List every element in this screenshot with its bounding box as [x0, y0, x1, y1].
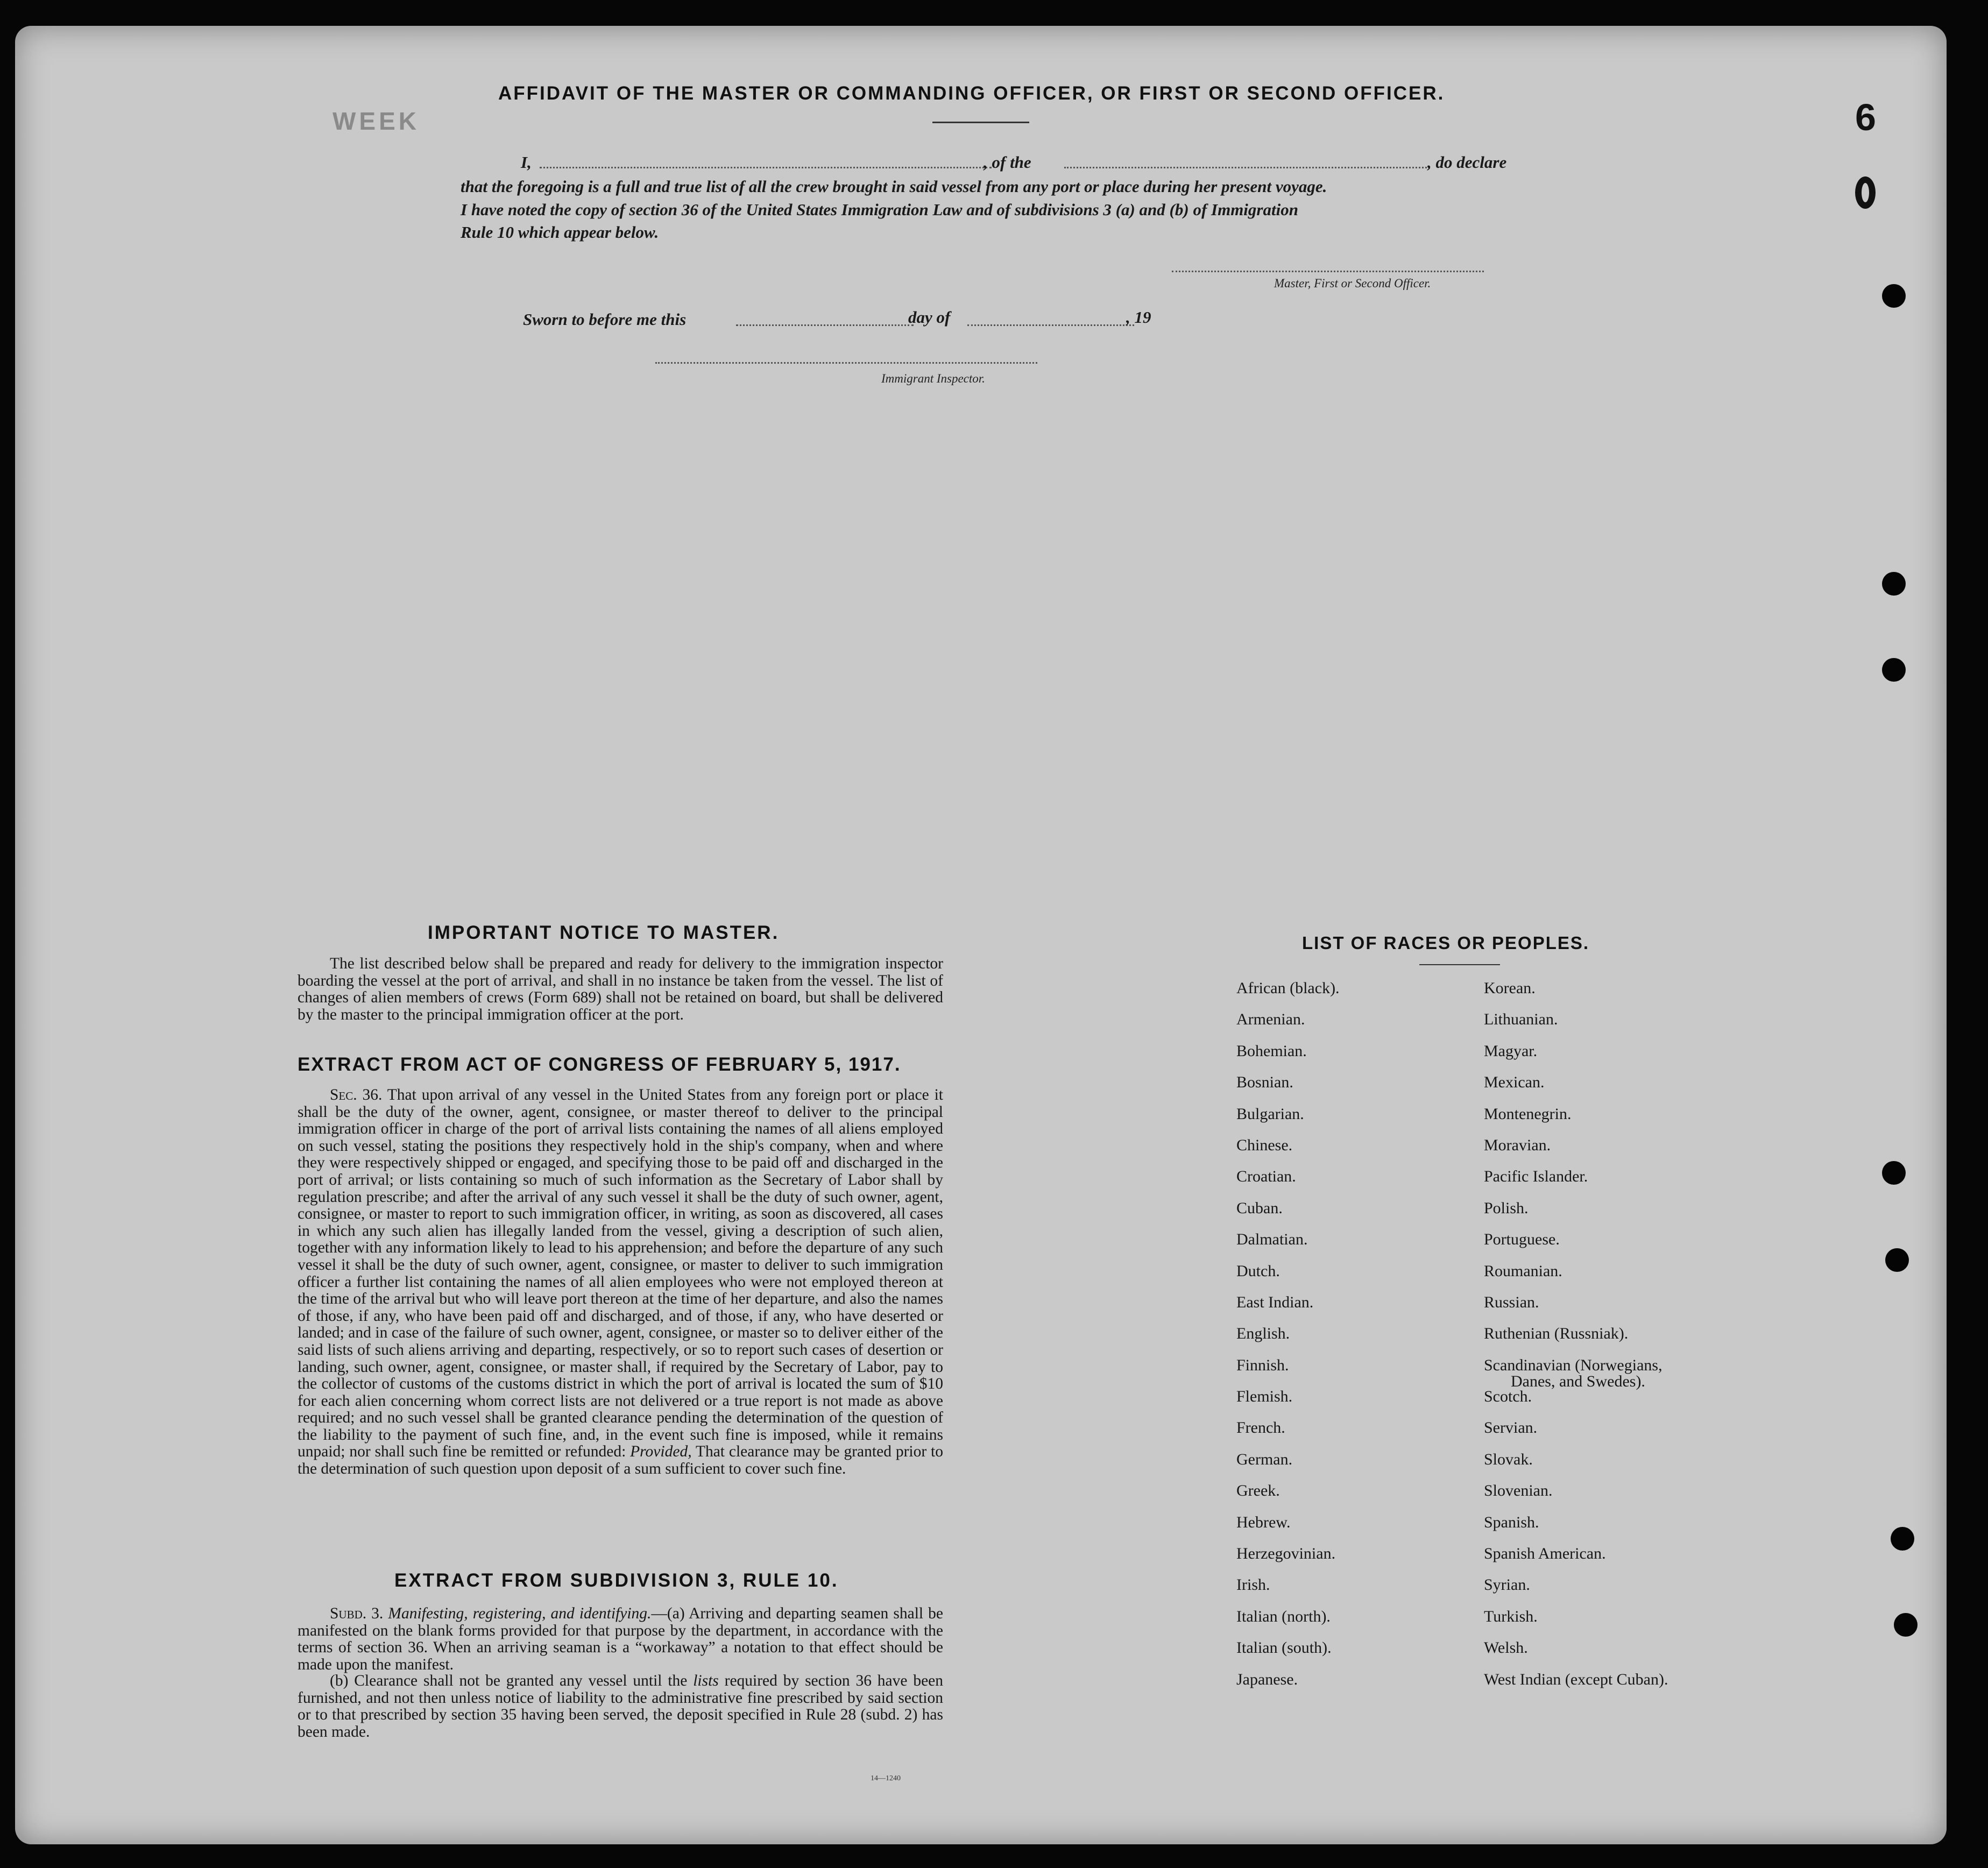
affidavit-line2: that the foregoing is a full and true list of all the crew brought in said vessel from any port or place during her present voyage. [461, 177, 1327, 196]
sworn-text: Sworn to before me this [523, 310, 687, 329]
affidavit-line1-start: I, [521, 153, 532, 172]
race-item: Spanish American. [1484, 1545, 1606, 1563]
race-item-line: Danes, and Swedes). [1511, 1372, 1645, 1390]
affidavit-line3: I have noted the copy of section 36 of the United States Immigration Law and of subdivisions 3 (a) and (b) of Immigration [461, 200, 1298, 219]
rule-text-a [298, 1605, 943, 1673]
race-item: Portuguese. [1484, 1230, 1560, 1249]
race-item: Chinese. [1236, 1136, 1293, 1154]
month-blank [967, 324, 1134, 326]
race-item: English. [1236, 1325, 1290, 1343]
race-item: Armenian. [1236, 1010, 1305, 1029]
affidavit-title: AFFIDAVIT OF THE MASTER OR COMMANDING OFFICER, OR FIRST OR SECOND OFFICER. [498, 83, 1445, 104]
races-title: LIST OF RACES OR PEOPLES. [1302, 933, 1590, 953]
sworn-day-of: day of [908, 308, 951, 327]
act-title: EXTRACT FROM ACT OF CONGRESS OF FEBRUARY 5, 1917. [298, 1054, 901, 1075]
rule-b-lists: lists [693, 1672, 719, 1689]
race-item: Pacific Islander. [1484, 1168, 1588, 1186]
affidavit-line4: Rule 10 which appear below. [461, 223, 659, 242]
races-left-column [1236, 980, 1340, 1703]
race-item: Bohemian. [1236, 1042, 1307, 1060]
rule-b-body-end: required by section 36 have been furnished, and not then unless notice of liability to the administrative fine prescribed by said section or to that prescribed by section 35 having been served, the deposit specified in Rule 28 (subd. 2) has been made. [298, 1672, 944, 1740]
race-item-line: Scandinavian (Norwegians, [1484, 1356, 1662, 1374]
race-item: Bosnian. [1236, 1073, 1293, 1092]
race-item: Irish. [1236, 1576, 1270, 1594]
race-item: Turkish. [1484, 1607, 1538, 1625]
inspector-label: Immigrant Inspector. [881, 372, 985, 385]
race-item: Dalmatian. [1236, 1230, 1308, 1249]
rule-text-b [298, 1673, 943, 1740]
act-provided: Provided, [630, 1443, 692, 1461]
subd-heading: Manifesting, registering, and identifying. [388, 1605, 652, 1622]
sec-label: Sec. 36. [330, 1086, 383, 1103]
binder-hole [1882, 658, 1906, 682]
race-item: Croatian. [1236, 1168, 1296, 1186]
corner-mark: 6 [1855, 96, 1876, 138]
race-item: Magyar. [1484, 1042, 1538, 1060]
race-item: Russian. [1484, 1293, 1539, 1311]
races-rule [1419, 964, 1500, 965]
sworn-year: , 19 [1126, 308, 1151, 327]
document-page [15, 26, 1947, 1844]
affidavit-line1-mid: , of the [984, 153, 1031, 172]
binder-hole [1891, 1527, 1914, 1551]
race-item: Lithuanian. [1484, 1010, 1558, 1029]
race-item: East Indian. [1236, 1293, 1314, 1311]
race-item: Herzegovinian. [1236, 1545, 1336, 1563]
race-item: Japanese. [1236, 1670, 1298, 1688]
vessel-blank [1064, 167, 1430, 168]
race-item-two-line [1484, 1357, 1668, 1389]
race-item: Roumanian. [1484, 1262, 1562, 1280]
affidavit-line1-end: , do declare [1427, 153, 1507, 172]
binder-hole [1894, 1613, 1918, 1637]
binder-hole [1882, 1161, 1906, 1185]
race-item: African (black). [1236, 979, 1340, 997]
race-item: Welsh. [1484, 1639, 1528, 1657]
race-item: Moravian. [1484, 1136, 1551, 1154]
race-item: Flemish. [1236, 1388, 1293, 1406]
race-item: Italian (south). [1236, 1639, 1332, 1657]
name-blank [540, 167, 992, 168]
race-item: Mexican. [1484, 1073, 1545, 1092]
rule-b-body: (b) Clearance shall not be granted any vessel until the [330, 1672, 688, 1689]
faded-bleed-through: WEEK [332, 107, 420, 135]
act-body: That upon arrival of any vessel in the United States from any foreign port or place it shall be the duty of the owner, agent, consignee, or master thereof to deliver to the principal immigration officer in charge of the port of arrival lists containing the names of all aliens employed on such vessel, stating the positions they respectively hold in the ship's company, when and where they were respectively shipped or engaged, and specifying those to be paid off and discharged in the port of arrival; or lists containing so much of such information as the Secretary of Labor shall by regulation prescribe; and after the arrival of any such vessel it shall be the duty of such owner, agent, consignee, or master to report to such immigration officer, in writing, as soon as discovered, all cases in which any such alien has illegally landed from the vessel, giving a description of such alien, together with any information likely to lead to his apprehension; and before the departure of any such vessel it shall be the duty of such owner, agent, consignee, or master to deliver to such immigration officer a further list containing the names of all alien employees who were not employed thereon at the time of the arrival but who will leave port thereon at the time of her departure, and also the names of those, if any, who have been paid off and discharged, and of those, if any, who have deserted or landed; and in case of the failure of such owner, agent, consignee, or master so to deliver either of the said lists of such aliens arriving and departing, respectively, or so to report such cases of desertion or landing, such owner, agent, consignee, or master shall, if required by the Secretary of Labor, pay to the collector of customs of the customs district in which the port of arrival is located the sum of $10 for each alien concerning whom correct lists are not delivered or a true report is not made as above required; and no such vessel shall be granted clearance pending the determination of the question of the liability to the payment of such fine, and, in the event such fine is imposed, while it remains unpaid; nor shall such fine be remitted or refunded: [298, 1086, 944, 1461]
race-item: Slovak. [1484, 1450, 1533, 1468]
race-item: Scotch. [1484, 1388, 1532, 1406]
notice-text: The list described below shall be prepared and ready for delivery to the immigration inspector boarding the vessel at the port of arrival, and shall in no instance be taken from the vessel. The list of changes of alien members of crews (Form 689) shall not be retained on board, but shall be delivered by the master to the principal immigration officer at the port. [298, 955, 943, 1023]
race-item: Bulgarian. [1236, 1105, 1304, 1123]
act-text [298, 1087, 943, 1478]
race-item: Cuban. [1236, 1199, 1283, 1217]
race-item: Slovenian. [1484, 1482, 1553, 1500]
race-item: Servian. [1484, 1419, 1538, 1437]
binder-hole [1882, 572, 1906, 596]
race-item: Ruthenian (Russniak). [1484, 1325, 1629, 1343]
notice-title: IMPORTANT NOTICE TO MASTER. [428, 922, 780, 943]
race-item: Montenegrin. [1484, 1105, 1572, 1123]
race-item: Greek. [1236, 1482, 1280, 1500]
rule-title: EXTRACT FROM SUBDIVISION 3, RULE 10. [394, 1570, 839, 1591]
race-item: Korean. [1484, 979, 1536, 997]
signature-blank [1172, 271, 1484, 272]
race-item: Finnish. [1236, 1356, 1289, 1374]
day-blank [736, 324, 914, 326]
race-item: Syrian. [1484, 1576, 1530, 1594]
binder-hole [1882, 284, 1906, 308]
corner-mark-loop [1855, 176, 1876, 209]
act-body-end: That clearance may be granted prior to the determination of such question upon deposit of a sum sufficient to cover such fine. [298, 1443, 943, 1478]
race-item: Hebrew. [1236, 1513, 1291, 1531]
binder-hole [1885, 1248, 1909, 1272]
race-item: Polish. [1484, 1199, 1529, 1217]
race-item: West Indian (except Cuban). [1484, 1670, 1668, 1688]
signature-label: Master, First or Second Officer. [1274, 277, 1431, 290]
rule-a-body: —(a) Arriving and departing seamen shall be manifested on the blank forms provided for that purpose by the department, in accordance with the terms of section 36. When an arriving seaman is a “workaway” a notation to that effect should be made upon the manifest. [298, 1605, 943, 1673]
race-item: Spanish. [1484, 1513, 1539, 1531]
race-item: Italian (north). [1236, 1607, 1331, 1625]
title-rule [932, 122, 1029, 123]
race-item: German. [1236, 1450, 1293, 1468]
form-number: 14—1240 [871, 1774, 901, 1782]
race-item: Dutch. [1236, 1262, 1280, 1280]
race-item: French. [1236, 1419, 1285, 1437]
inspector-blank [655, 362, 1037, 364]
races-right-column [1484, 980, 1668, 1703]
subd-label: Subd. 3. [330, 1605, 384, 1622]
